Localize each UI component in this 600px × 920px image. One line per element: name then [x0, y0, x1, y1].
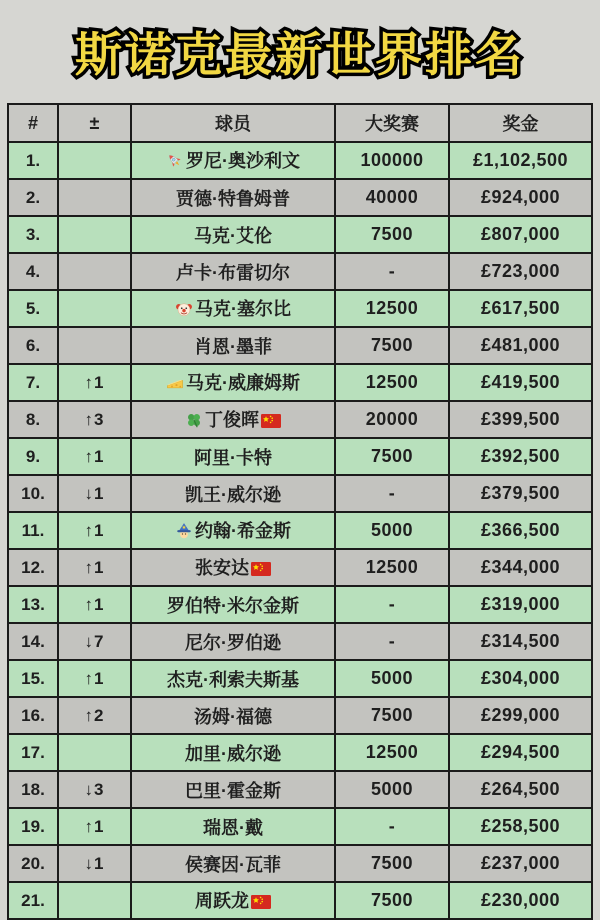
rank-cell: 8.: [8, 401, 58, 438]
rank-cell: 17.: [8, 734, 58, 771]
rank-cell: 12.: [8, 549, 58, 586]
player-cell: [131, 216, 335, 253]
player-name: 罗伯特·米尔金斯: [167, 595, 299, 616]
table-row: [8, 623, 592, 660]
prize-cell: £366,500: [449, 512, 592, 549]
player-name: 汤姆·福德: [194, 706, 272, 727]
table-row: [8, 771, 592, 808]
rank-cell: 7.: [8, 364, 58, 401]
china-flag-icon: [261, 412, 281, 433]
prize-cell: £399,500: [449, 401, 592, 438]
table-header-row: [8, 104, 592, 142]
rank-cell: 19.: [8, 808, 58, 845]
player-cell: [131, 808, 335, 845]
table-row: [8, 882, 592, 919]
change-cell: ↑1: [58, 586, 131, 623]
change-cell: ↓1: [58, 475, 131, 512]
rank-cell: 1.: [8, 142, 58, 179]
table-row: [8, 216, 592, 253]
player-cell: [131, 327, 335, 364]
table-row: [8, 586, 592, 623]
table-row: [8, 512, 592, 549]
change-cell: [58, 253, 131, 290]
player-name: 杰克·利索夫斯基: [167, 669, 299, 690]
prize-cell: £314,500: [449, 623, 592, 660]
grand-prix-cell: 5000: [335, 771, 449, 808]
player-cell: [131, 697, 335, 734]
table-row: [8, 401, 592, 438]
player-name: 罗尼·奥沙利文: [186, 150, 300, 171]
col-header-rank: #: [8, 104, 58, 142]
table-row: [8, 364, 592, 401]
player-cell: [131, 290, 335, 327]
grand-prix-cell: 7500: [335, 882, 449, 919]
player-cell: [131, 586, 335, 623]
grand-prix-cell: 7500: [335, 845, 449, 882]
prize-cell: £299,000: [449, 697, 592, 734]
cheese-icon: [166, 374, 184, 397]
player-name: 周跃龙: [195, 891, 249, 911]
rank-cell: 9.: [8, 438, 58, 475]
change-cell: ↑1: [58, 512, 131, 549]
prize-cell: £258,500: [449, 808, 592, 845]
player-name: 约翰·希金斯: [195, 520, 291, 541]
player-name: 瑞恩·戴: [203, 817, 263, 838]
clover-icon: [185, 411, 203, 434]
change-cell: [58, 734, 131, 771]
player-name: 巴里·霍金斯: [185, 780, 281, 801]
grand-prix-cell: 7500: [335, 216, 449, 253]
player-cell: [131, 438, 335, 475]
player-cell: [131, 623, 335, 660]
table-row: [8, 697, 592, 734]
player-name: 侯赛因·瓦菲: [185, 854, 281, 875]
prize-cell: £1,102,500: [449, 142, 592, 179]
player-cell: [131, 475, 335, 512]
prize-cell: £294,500: [449, 734, 592, 771]
grand-prix-cell: 12500: [335, 364, 449, 401]
change-cell: ↑1: [58, 808, 131, 845]
change-cell: [58, 142, 131, 179]
table-row: [8, 327, 592, 364]
player-name: 阿里·卡特: [194, 447, 272, 468]
change-cell: ↑3: [58, 401, 131, 438]
change-cell: ↑2: [58, 697, 131, 734]
player-cell: [131, 734, 335, 771]
prize-cell: £617,500: [449, 290, 592, 327]
table-row: [8, 549, 592, 586]
change-cell: ↑1: [58, 660, 131, 697]
prize-cell: £807,000: [449, 216, 592, 253]
grand-prix-cell: -: [335, 253, 449, 290]
grand-prix-cell: -: [335, 808, 449, 845]
change-cell: [58, 882, 131, 919]
change-cell: ↑1: [58, 364, 131, 401]
china-flag-icon: [251, 893, 271, 914]
ranking-table: [7, 103, 593, 920]
player-cell: [131, 771, 335, 808]
wizard-icon: [175, 522, 193, 545]
prize-cell: £419,500: [449, 364, 592, 401]
col-header-change: ±: [58, 104, 131, 142]
player-name: 张安达: [195, 558, 249, 578]
change-cell: [58, 216, 131, 253]
ranking-table-body: [8, 142, 592, 919]
prize-cell: £230,000: [449, 882, 592, 919]
rank-cell: 18.: [8, 771, 58, 808]
rank-cell: 10.: [8, 475, 58, 512]
player-name: 马克·塞尔比: [195, 298, 291, 319]
grand-prix-cell: -: [335, 475, 449, 512]
table-row: [8, 660, 592, 697]
prize-cell: £264,500: [449, 771, 592, 808]
grand-prix-cell: 12500: [335, 290, 449, 327]
china-flag-icon: [251, 560, 271, 581]
player-name: 肖恩·墨菲: [194, 336, 272, 357]
prize-cell: £924,000: [449, 179, 592, 216]
table-row: [8, 142, 592, 179]
player-cell: [131, 364, 335, 401]
player-cell: [131, 142, 335, 179]
grand-prix-cell: -: [335, 623, 449, 660]
rank-cell: 11.: [8, 512, 58, 549]
player-cell: [131, 845, 335, 882]
table-row: [8, 253, 592, 290]
table-row: [8, 845, 592, 882]
title-bar: [0, 0, 600, 103]
player-cell: [131, 401, 335, 438]
rank-cell: 16.: [8, 697, 58, 734]
grand-prix-cell: -: [335, 586, 449, 623]
grand-prix-cell: 12500: [335, 734, 449, 771]
prize-cell: £304,000: [449, 660, 592, 697]
change-cell: ↓7: [58, 623, 131, 660]
change-cell: ↑1: [58, 549, 131, 586]
rocket-icon: [166, 152, 184, 175]
player-name: 贾德·特鲁姆普: [176, 188, 290, 209]
col-header-player: 球员: [131, 104, 335, 142]
rank-cell: 3.: [8, 216, 58, 253]
player-name: 凯王·威尔逊: [185, 484, 281, 505]
change-cell: ↑1: [58, 438, 131, 475]
grand-prix-cell: 7500: [335, 697, 449, 734]
player-name: 卢卡·布雷切尔: [176, 262, 290, 283]
grand-prix-cell: 7500: [335, 327, 449, 364]
grand-prix-cell: 5000: [335, 512, 449, 549]
table-row: [8, 438, 592, 475]
rank-cell: 4.: [8, 253, 58, 290]
grand-prix-cell: 5000: [335, 660, 449, 697]
prize-cell: £344,000: [449, 549, 592, 586]
rank-cell: 6.: [8, 327, 58, 364]
rank-cell: 13.: [8, 586, 58, 623]
grand-prix-cell: 7500: [335, 438, 449, 475]
change-cell: [58, 179, 131, 216]
player-cell: [131, 253, 335, 290]
grand-prix-cell: 100000: [335, 142, 449, 179]
table-row: [8, 179, 592, 216]
rank-cell: 14.: [8, 623, 58, 660]
player-cell: [131, 179, 335, 216]
change-cell: ↓1: [58, 845, 131, 882]
player-cell: [131, 512, 335, 549]
prize-cell: £237,000: [449, 845, 592, 882]
player-name: 尼尔·罗伯逊: [185, 632, 281, 653]
table-row: [8, 808, 592, 845]
rank-cell: 2.: [8, 179, 58, 216]
clown-icon: [175, 300, 193, 323]
change-cell: ↓3: [58, 771, 131, 808]
rank-cell: 20.: [8, 845, 58, 882]
change-cell: [58, 290, 131, 327]
player-name: 加里·威尔逊: [185, 743, 281, 764]
rank-cell: 21.: [8, 882, 58, 919]
player-cell: [131, 660, 335, 697]
col-header-grand-prix: 大奖赛: [335, 104, 449, 142]
player-name: 丁俊晖: [205, 409, 259, 430]
rank-cell: 5.: [8, 290, 58, 327]
table-row: [8, 290, 592, 327]
col-header-prize: 奖金: [449, 104, 592, 142]
player-cell: [131, 549, 335, 586]
grand-prix-cell: 20000: [335, 401, 449, 438]
prize-cell: £481,000: [449, 327, 592, 364]
page-title: 斯诺克最新世界排名: [75, 28, 525, 81]
player-name: 马克·艾伦: [194, 225, 272, 246]
prize-cell: £723,000: [449, 253, 592, 290]
prize-cell: £319,000: [449, 586, 592, 623]
rank-cell: 15.: [8, 660, 58, 697]
player-cell: [131, 882, 335, 919]
grand-prix-cell: 40000: [335, 179, 449, 216]
change-cell: [58, 327, 131, 364]
prize-cell: £392,500: [449, 438, 592, 475]
table-row: [8, 734, 592, 771]
table-row: [8, 475, 592, 512]
grand-prix-cell: 12500: [335, 549, 449, 586]
prize-cell: £379,500: [449, 475, 592, 512]
player-name: 马克·威廉姆斯: [186, 372, 300, 393]
